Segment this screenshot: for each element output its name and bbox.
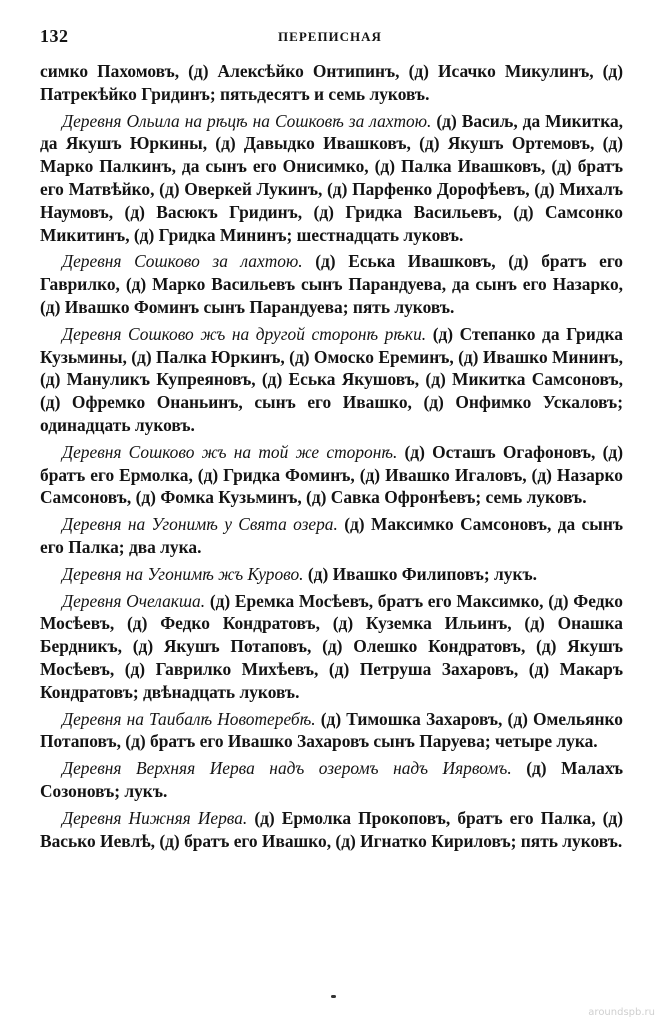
paragraph: [40, 708, 623, 754]
paragraph: [40, 60, 623, 106]
paragraph: [40, 563, 623, 586]
village-heading: Деревня Сошково за лахтою.: [62, 251, 303, 272]
village-heading: Деревня Очелакша.: [62, 590, 206, 611]
running-title: ПЕРЕПИСНАЯ: [278, 29, 382, 44]
watermark: aroundspb.ru: [588, 1007, 655, 1018]
paragraph: [40, 441, 623, 509]
village-heading: Деревня на Угонимѣ жъ Курово.: [62, 563, 304, 584]
paragraph: [40, 323, 623, 437]
paragraph: [40, 807, 623, 853]
village-heading: Деревня Верхняя Иерва надъ озеромъ надъ Иярвомъ.: [62, 758, 512, 779]
paragraph: [40, 513, 623, 559]
running-head: [40, 26, 620, 50]
paragraph-text: (д) Еська Ивашковъ, (д) братъ его Гаврилко, (д) Марко Васильевъ сынъ Парандуева, да сынъ его Назарко, (д) Ивашко Фоминъ сынъ Парандуева; пять луковъ.: [40, 251, 623, 317]
page-number: 132: [40, 26, 69, 46]
paragraph-text: (д) Ивашко Филиповъ; лукъ.: [303, 563, 537, 584]
village-heading: Деревня Нижняя Иерва.: [62, 807, 248, 828]
paragraph-text: (д) Еремка Мосѣевъ, братъ его Максимко, (д) Федко Мосѣевъ, (д) Федко Кондратовъ, (д) Куземка Ильинъ, (д) Онашка Бердникъ, (д) Якушъ Потаповъ, (д) Олешко Кондратовъ, (д) Якушъ Мосѣевъ, (д) Гаврилко Михѣевъ, (д) Петруша Захаровъ, (д) Макаръ Кондратовъ; двѣнадцать луковъ.: [40, 590, 623, 702]
paragraph-text: (д) Ермолка Прокоповъ, братъ его Палка, (д) Васько Иевлѣ, (д) братъ его Ивашко, (д) Игнатко Кириловъ; пять луковъ.: [40, 807, 623, 851]
paragraph-text: (д) Осташъ Огафоновъ, (д) братъ его Ермолка, (д) Гридка Фоминъ, (д) Ивашко Игаловъ, (д) Назарко Самсоновъ, (д) Фомка Кузьминъ, (д) Савка Офронѣевъ; семь луковъ.: [40, 441, 623, 508]
paragraph: [40, 757, 623, 803]
paragraph-text: (д) Малахъ Созоновъ; лукъ.: [40, 758, 623, 801]
ink-dot: [331, 995, 336, 998]
census-text: [40, 60, 623, 856]
village-heading: Деревня на Угонимѣ у Свята озера.: [62, 514, 338, 535]
paragraph-text: (д) Тимошка Захаровъ, (д) Омельянко Потаповъ, (д) братъ его Ивашко Захаровъ сынъ Паруева; четыре лука.: [40, 708, 623, 752]
paragraph: [40, 110, 623, 247]
paragraph-text: симко Пахомовъ, (д) Алексѣйко Онтипинъ, (д) Исачко Микулинъ, (д) Патрекѣйко Гридинъ; пятьдесятъ и семь луковъ.: [40, 61, 623, 104]
paragraph-text: (д) Максимко Самсоновъ, да сынъ его Палка; два лука.: [40, 514, 624, 557]
village-heading: Деревня на Таибалѣ Новотеребѣ.: [62, 708, 316, 729]
paragraph: [40, 590, 623, 704]
paragraph: [40, 250, 623, 318]
paragraph-text: (д) Васиљ, да Микитка, да Якушъ Юркины, (д) Давыдко Ивашковъ, (д) Якушъ Ортемовъ, (д) Марко Палкинъ, да сынъ его Онисимко, (д) Палка Ивашковъ, (д) братъ его Матвѣйко, (д) Оверкей Лукинъ, (д) Парфенко Дорофѣевъ, (д) Михалъ Наумовъ, (д) Васюкъ Гридинъ, (д) Гридка Васильевъ, (д) Самсонко Микитинъ, (д) Гридка Мининъ; шестнадцать луковъ.: [40, 110, 623, 245]
village-heading: Деревня Сошково жъ на той же сторонѣ.: [62, 441, 398, 462]
paragraph-text: (д) Степанко да Гридка Кузьмины, (д) Палка Юркинъ, (д) Омоско Ереминъ, (д) Ивашко Мининъ, (д) Мануликъ Купреяновъ, (д) Еська Якушовъ, (д) Микитка Самсоновъ, (д) Офремко Онаньинъ, сынъ его Ивашко, (д) Онфимко Ускаловъ; одинадцать луковъ.: [40, 323, 623, 435]
village-heading: Деревня Сошково жъ на другой сторонѣ рѣки.: [62, 323, 427, 344]
village-heading: Деревня Ольила на рѣцѣ на Сошковѣ за лахтою.: [62, 110, 432, 131]
